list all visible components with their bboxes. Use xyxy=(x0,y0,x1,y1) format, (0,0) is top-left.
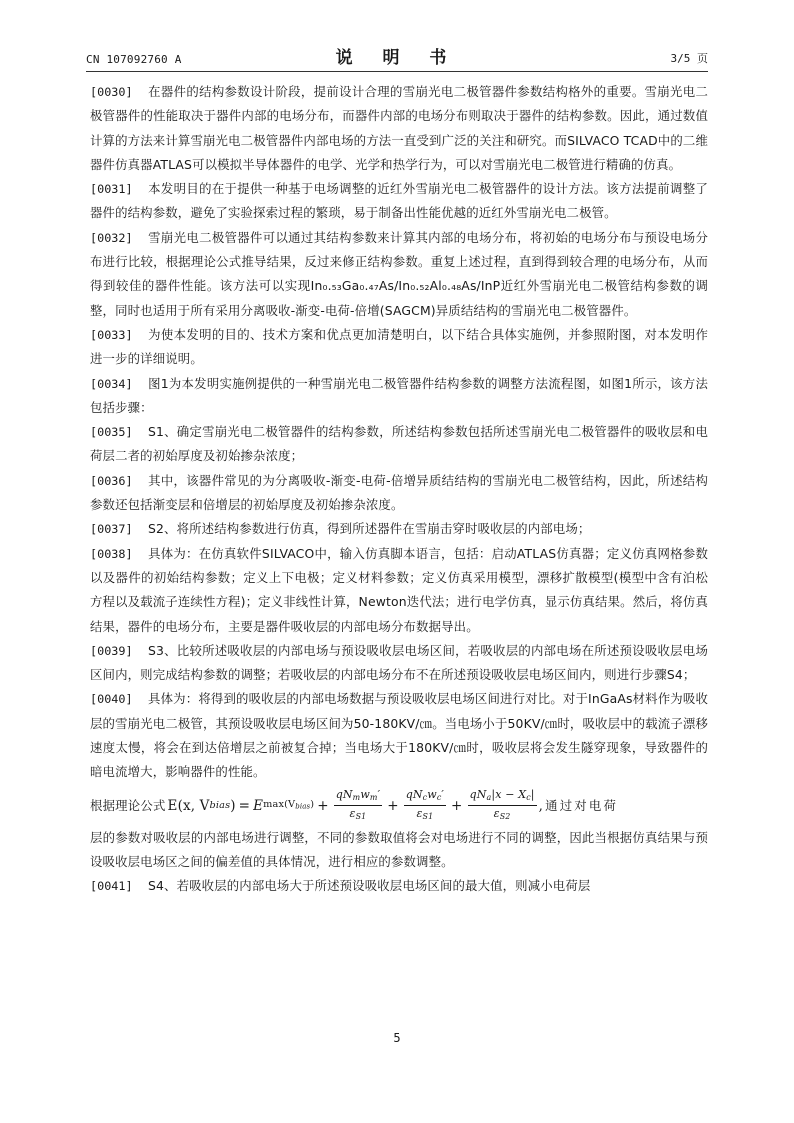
formula-emax-sub-a: max(V xyxy=(263,798,296,810)
num-w-sub: c xyxy=(436,793,442,803)
fraction-denominator xyxy=(416,806,433,823)
formula-emax-sub-b: bias xyxy=(295,802,311,811)
paragraph-text: 其中，该器件常见的为分离吸收-渐变-电荷-倍增异质结结构的雪崩光电二极管结构，因此，所述结构参数还包括渐变层和倍增层的初始厚度及初始掺杂浓度。 xyxy=(90,472,708,513)
paragraph-number: [0040] xyxy=(90,692,133,707)
formula-plus-1: + xyxy=(317,797,329,814)
num-qn-sub: a xyxy=(486,793,492,803)
formula-equals: = xyxy=(238,797,251,814)
paragraph-0041 xyxy=(90,874,708,898)
num-w-sub: m xyxy=(369,793,378,803)
paragraph-0036 xyxy=(90,469,708,518)
paragraph-number: [0037] xyxy=(90,522,133,537)
formula-fraction-multiplication xyxy=(334,788,383,823)
paragraph-0035 xyxy=(90,420,708,469)
den-epsilon-sub: S2 xyxy=(499,812,511,822)
paragraph-0033 xyxy=(90,323,708,372)
paragraph-number: [0031] xyxy=(90,182,133,197)
paragraph-text: S2、将所述结构参数进行仿真，得到所述器件在雪崩击穿时吸收层的内部电场； xyxy=(148,521,591,537)
page-header xyxy=(86,44,708,70)
fraction-numerator xyxy=(468,788,537,806)
num-qn: qN xyxy=(335,788,353,802)
paragraph-text: 图1为本发明实施例提供的一种雪崩光电二极管器件结构参数的调整方法流程图，如图1所示，该方法包括步骤： xyxy=(90,375,708,415)
paragraph-text: 在器件的结构参数设计阶段，提前设计合理的雪崩光电二极管器件参数结构格外的重要。雪崩光电二极管器件的性能取决于器件内部的电场分布，而器件内部的电场分布则取决于器件的结构参数。因此，通过数值计算的方法来计算雪崩光电二极管器件内部电场的方法一直受到广泛的关注和研究。而SILVACO TCAD中的二维器件仿真器ATLAS可以模拟半导体器件的电学、光学和热学行为，可以对雪崩光电二极管进行精确的仿真。 xyxy=(90,84,708,172)
num-qn-sub: m xyxy=(352,793,361,803)
den-epsilon: ε xyxy=(349,807,356,821)
den-epsilon: ε xyxy=(416,807,423,821)
formula-fraction-charge xyxy=(404,788,446,823)
page-ratio: 3/5 页 xyxy=(670,52,708,65)
num-qn: qN xyxy=(405,788,423,802)
paragraph-text: 具体为：在仿真软件SILVACO中，输入仿真脚本语言，包括：启动ATLAS仿真器；定义仿真网格参数以及器件的初始结构参数；定义上下电极；定义材料参数；定义仿真采用模型，漂移扩散模型(模型中含有泊松方程以及载流子连续性方程)；定义非线性计算，Newton迭代法；进行电学仿真，显示仿真结果。然后，将仿真结果，器件的电场分布，主要是器件吸收层的内部电场分布数据导出。 xyxy=(90,545,708,634)
formula-emax-sub-c: ) xyxy=(310,798,315,810)
num-abs-close: | xyxy=(530,788,535,802)
formula-plus-2: + xyxy=(387,797,399,814)
paragraph-number: [0038] xyxy=(90,546,133,561)
den-epsilon-sub: S1 xyxy=(355,812,367,822)
fraction-numerator xyxy=(404,788,446,806)
formula-line xyxy=(90,786,708,826)
paragraph-0030 xyxy=(90,80,708,177)
paragraph-0034 xyxy=(90,372,708,421)
paragraph-number: [0036] xyxy=(90,473,133,488)
paragraph-number: [0033] xyxy=(90,327,133,342)
paragraph-0039 xyxy=(90,639,708,688)
num-x-diff: |x − X xyxy=(491,788,527,802)
paragraph-number: [0030] xyxy=(90,85,133,99)
paragraph-0031 xyxy=(90,177,708,226)
header-rule xyxy=(86,71,708,72)
num-xc-sub: c xyxy=(526,793,531,803)
formula-emax: E xyxy=(253,797,264,814)
paragraph-0038 xyxy=(90,542,708,639)
num-prime: ′ xyxy=(377,788,381,802)
paragraph-text: 雪崩光电二极管器件可以通过其结构参数来计算其内部的电场分布，将初始的电场分布与预设电场分布进行比较，根据理论公式推导结果，反过来修正结构参数。重复上述过程，直到得到较合理的电场分布，从而得到较佳的器件性能。该方法可以实现In₀.₅₃Ga₀.₄₇As/In₀.₅₂Al₀.₄₈As/InP近红外雪崩光电二极管结构参数的调整，同时也适用于所有采用分离吸收-渐变-电荷-倍增(SAGCM)异质结结构的雪崩光电二极管器件。 xyxy=(90,229,708,318)
paragraph-text: S3、比较所述吸收层的内部电场与预设吸收层电场区间，若吸收层的内部电场在所述预设吸收层电场区间内，则完成结构参数的调整；若吸收层的内部电场分布不在所述预设吸收层电场区间内，则进行步骤S4； xyxy=(90,642,708,683)
fraction-denominator xyxy=(494,806,511,823)
fraction-numerator xyxy=(334,788,383,806)
paragraph-text: S4、若吸收层的内部电场大于所述预设吸收层电场区间的最大值，则减小电荷层 xyxy=(148,878,591,894)
den-epsilon: ε xyxy=(493,807,500,821)
formula-comma: , xyxy=(538,797,544,814)
paragraph-0032 xyxy=(90,226,708,323)
num-w: w xyxy=(427,788,437,802)
formula-plus-3: + xyxy=(451,797,463,814)
formula-lead-text: 根据理论公式 xyxy=(90,797,166,813)
formula-paragraph-continuation: 层的参数对吸收层的内部电场进行调整，不同的参数取值将会对电场进行不同的调整，因此当根据仿真结果与预设吸收层电场区之间的偏差值的具体情况，进行相应的参数调整。 xyxy=(90,829,708,869)
den-epsilon-sub: S1 xyxy=(422,812,434,822)
paragraph-text: 本发明目的在于提供一种基于电场调整的近红外雪崩光电二极管器件的设计方法。该方法提前调整了器件的结构参数，避免了实验探索过程的繁琐，易于制备出性能优越的近红外雪崩光电二极管。 xyxy=(90,181,708,221)
paragraph-number: [0039] xyxy=(90,643,133,658)
num-qn: qN xyxy=(469,788,487,802)
paragraph-text: S1、确定雪崩光电二极管器件的结构参数，所述结构参数包括所述雪崩光电二极管器件的吸收层和电荷层二者的初始厚度及初始掺杂浓度； xyxy=(90,424,708,464)
paragraph-number: [0034] xyxy=(90,376,133,391)
body-text xyxy=(90,80,708,899)
page-number: 5 xyxy=(393,1031,401,1045)
formula-lhs-close: ) xyxy=(230,797,236,814)
paragraph-text: 为使本发明的目的、技术方案和优点更加清楚明白，以下结合具体实施例，并参照附图，对本发明作进一步的详细说明。 xyxy=(90,326,708,367)
formula-lhs-e: E xyxy=(167,797,178,814)
paragraph-0037 xyxy=(90,517,708,541)
formula-emax-sub xyxy=(263,785,314,827)
formula-tail-text: 通过对电荷 xyxy=(545,797,619,813)
paragraph-text: 具体为：将得到的吸收层的内部电场数据与预设吸收层电场区间进行对比。对于InGaAs材料作为吸收层的雪崩光电二极管，其预设吸收层电场区间为50-180KV/㎝。当电场小于50KV/㎝时，吸收层中的载流子漂移速度太慢，将会在到达倍增层之前被复合掉；当电场大于180KV/㎝时，吸收层将会发生隧穿现象，导致器件的暗电流增大，影响器件的性能。 xyxy=(90,691,708,780)
document-number: CN 107092760 A xyxy=(86,53,182,66)
formula-lhs-args: (x, V xyxy=(177,797,210,814)
num-qn-sub: c xyxy=(422,793,428,803)
fraction-denominator xyxy=(350,806,367,823)
paragraph-number: [0035] xyxy=(90,425,133,440)
formula-lhs-sub: bias xyxy=(209,799,231,811)
paragraph-number: [0032] xyxy=(90,230,133,245)
paragraph-0040 xyxy=(90,687,708,784)
num-prime: ′ xyxy=(441,788,445,802)
paragraph-number: [0041] xyxy=(90,879,133,894)
num-w: w xyxy=(360,788,370,802)
formula-fraction-absorption xyxy=(468,788,537,823)
document-type-title: 说 明 书 xyxy=(335,48,459,68)
electric-field-formula xyxy=(168,785,544,827)
